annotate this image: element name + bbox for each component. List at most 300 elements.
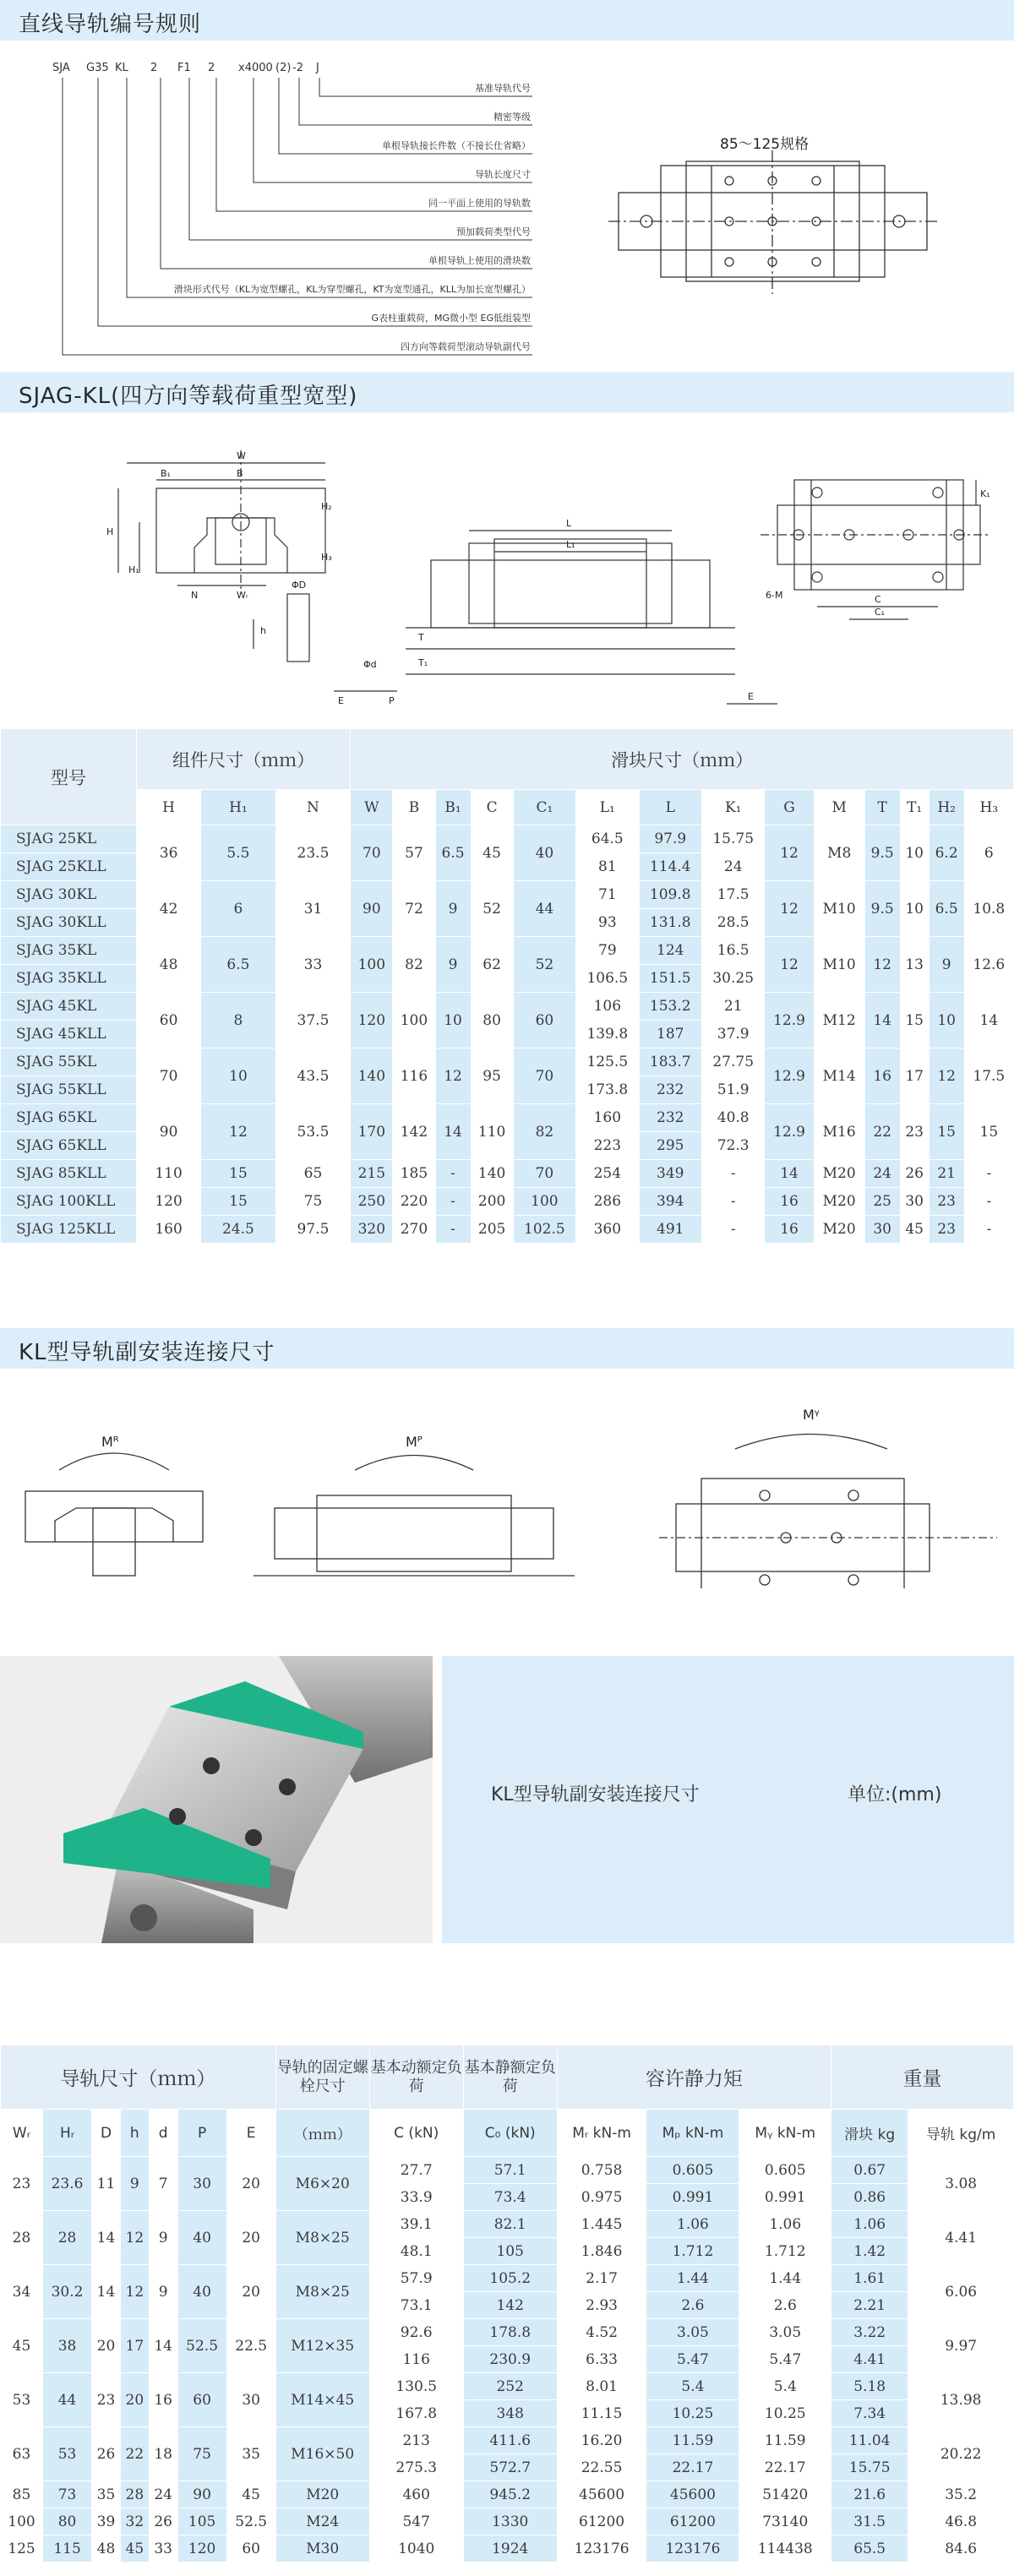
table-cell: 6 (964, 825, 1013, 881)
table-cell: 70 (513, 1160, 575, 1188)
range-label: 85～125规格 (720, 136, 810, 153)
table-cell: M6×20 (275, 2157, 369, 2211)
table-row (1, 2319, 1014, 2346)
table-cell: 547 (369, 2508, 463, 2535)
table-cell: 15 (964, 1104, 1013, 1160)
table-cell: 0.605 (739, 2157, 831, 2184)
table-cell: 37.5 (275, 993, 351, 1048)
table-cell: 9 (435, 937, 471, 993)
block-top-view-drawing (608, 150, 938, 294)
table-cell: 70 (351, 825, 393, 881)
table-cell: 16.5 (701, 937, 764, 965)
table-cell: C₀ (kN) (463, 2110, 557, 2157)
dim-B: B (237, 468, 243, 479)
table-cell: - (435, 1160, 471, 1188)
table-cell: 13.98 (908, 2373, 1014, 2427)
table-cell: 26 (900, 1160, 929, 1188)
table-cell: 57.9 (369, 2265, 463, 2292)
table-cell: 60 (513, 993, 575, 1048)
table-cell: 44 (43, 2373, 92, 2427)
table-cell: 140 (471, 1160, 513, 1188)
code-label: 单根导轨上使用的滑块数 (428, 255, 531, 266)
table-cell: 16.20 (557, 2427, 646, 2454)
table-cell: 3.08 (908, 2157, 1014, 2211)
table-cell: 52.5 (177, 2319, 226, 2373)
table-cell: 15.75 (701, 825, 764, 853)
table-cell: 40 (177, 2211, 226, 2265)
table-row (1, 2481, 1014, 2508)
table-cell: 12 (120, 2265, 149, 2319)
table-cell: H (137, 790, 201, 825)
table-cell: 35 (92, 2481, 121, 2508)
table-header-row (1, 790, 1014, 825)
table-cell: 491 (639, 1216, 701, 1244)
table-cell: 25 (864, 1188, 900, 1216)
table-cell: 53 (43, 2427, 92, 2481)
table-cell: B₁ (435, 790, 471, 825)
table-cell: M12×35 (275, 2319, 369, 2373)
table-cell: M14 (814, 1048, 864, 1104)
table-row (1, 2508, 1014, 2535)
code-part: G35 (86, 62, 109, 74)
dim-h: h (260, 625, 266, 636)
table-cell: 114438 (739, 2535, 831, 2562)
table-cell: 73 (43, 2481, 92, 2508)
table-cell: 9 (120, 2157, 149, 2211)
table-cell: 6.06 (908, 2265, 1014, 2319)
code-part: 2 (150, 62, 158, 74)
table-cell: 53.5 (275, 1104, 351, 1160)
table-cell: 4.41 (908, 2211, 1014, 2265)
table-cell: M16×50 (275, 2427, 369, 2481)
table-cell: - (964, 1188, 1013, 1216)
code-part: 2 (208, 62, 215, 74)
code-part: x4000 (238, 62, 273, 74)
table-cell: 11.59 (739, 2427, 831, 2454)
table-cell: 48 (137, 937, 201, 993)
table-row (1, 2265, 1014, 2292)
table-cell: 72.3 (701, 1132, 764, 1160)
table-cell: 11.15 (557, 2400, 646, 2427)
section-title: KL型导轨副安装连接尺寸 (19, 1340, 275, 1365)
table-cell: 6.5 (435, 825, 471, 881)
table-cell: L (639, 790, 701, 825)
table-cell: SJAG 30KLL (1, 909, 137, 937)
table-cell: E (226, 2110, 275, 2157)
table-cell: 36 (137, 825, 201, 881)
table-row (1, 937, 1014, 965)
dim-P: P (389, 695, 395, 706)
table-cell: 411.6 (463, 2427, 557, 2454)
table-cell: 120 (177, 2535, 226, 2562)
table-cell: SJAG 65KL (1, 1104, 137, 1132)
table-cell: L₁ (576, 790, 639, 825)
table-cell: 105.2 (463, 2265, 557, 2292)
code-label: 四方向等载荷型滚动导轨副代号 (401, 341, 531, 352)
table-cell: 79 (576, 937, 639, 965)
table-cell: 0.991 (739, 2184, 831, 2211)
table-cell: 17.5 (701, 881, 764, 909)
table-cell: 220 (393, 1188, 435, 1216)
table-cell: 37.9 (701, 1021, 764, 1048)
table-cell: 11 (92, 2157, 121, 2211)
table-cell: SJAG 30KL (1, 881, 137, 909)
dim-T1: T₁ (418, 657, 428, 668)
table-cell: 10 (900, 881, 929, 937)
table-cell: C (471, 790, 513, 825)
table-cell: 9 (929, 937, 964, 993)
table-cell: 61200 (557, 2508, 646, 2535)
table-cell: 100 (513, 1188, 575, 1216)
table-cell: 153.2 (639, 993, 701, 1021)
table-cell: 123176 (646, 2535, 739, 2562)
table-cell: 232 (639, 1076, 701, 1104)
table-cell: M30 (275, 2535, 369, 2562)
table-row (1, 825, 1014, 853)
table-cell: SJAG 45KL (1, 993, 137, 1021)
table-cell: M12 (814, 993, 864, 1048)
table-cell: 15.75 (831, 2454, 908, 2481)
table-cell: 33 (275, 937, 351, 993)
table-cell: SJAG 55KLL (1, 1076, 137, 1104)
table-cell: 230.9 (463, 2346, 557, 2373)
table-cell: M20 (814, 1160, 864, 1188)
table-cell: 1924 (463, 2535, 557, 2562)
table-cell: 1.445 (557, 2211, 646, 2238)
table-cell: 43.5 (275, 1048, 351, 1104)
table-cell: 45 (471, 825, 513, 881)
table-cell: 30 (900, 1188, 929, 1216)
table-cell: 44 (513, 881, 575, 937)
table-cell: 460 (369, 2481, 463, 2508)
code-label: 基准导轨代号 (475, 83, 531, 94)
table-cell: 20 (226, 2157, 275, 2211)
table-cell: 26 (92, 2427, 121, 2481)
moment-MR-label: Mᴿ (101, 1434, 119, 1450)
table-cell: 45600 (557, 2481, 646, 2508)
table-cell: 60 (177, 2373, 226, 2427)
table-cell: 51420 (739, 2481, 831, 2508)
table-cell: 24 (864, 1160, 900, 1188)
table-cell: 92.6 (369, 2319, 463, 2346)
table-cell: Wᵣ (1, 2110, 43, 2157)
table-cell: 7 (149, 2157, 177, 2211)
table-cell: 63 (1, 2427, 43, 2481)
table-cell: 73140 (739, 2508, 831, 2535)
table-cell: 394 (639, 1188, 701, 1216)
table-cell: 360 (576, 1216, 639, 1244)
table-cell: 导轨的固定螺栓尺寸 (275, 2045, 369, 2110)
table-cell: 12 (864, 937, 900, 993)
table-cell: 33.9 (369, 2184, 463, 2211)
section-header-kl-install (0, 1328, 1014, 1369)
table-cell: 1.06 (739, 2211, 831, 2238)
dim-L: L (566, 518, 572, 529)
code-part: SJA (52, 62, 70, 74)
table-cell: 40 (177, 2265, 226, 2319)
table-row (1, 2427, 1014, 2454)
table-cell: 205 (471, 1216, 513, 1244)
table-cell: SJAG 45KLL (1, 1021, 137, 1048)
table-cell: 215 (351, 1160, 393, 1188)
table-row (1, 2535, 1014, 2562)
table-cell: 45 (226, 2481, 275, 2508)
table-cell: 20 (120, 2373, 149, 2427)
table-cell: M24 (275, 2508, 369, 2535)
table-cell: 45 (900, 1216, 929, 1244)
table-cell: 17.5 (964, 1048, 1013, 1104)
code-label: G表柱重载荷，MG微小型 EG低组装型 (371, 313, 531, 324)
table-cell: 125 (1, 2535, 43, 2562)
table-cell: N (275, 790, 351, 825)
table-cell: 75 (275, 1188, 351, 1216)
table-cell: 5.47 (739, 2346, 831, 2373)
table-cell: 10.8 (964, 881, 1013, 937)
table-cell: 106.5 (576, 965, 639, 993)
table-cell: M10 (814, 881, 864, 937)
table-cell: 80 (43, 2508, 92, 2535)
table-cell: 30 (226, 2373, 275, 2427)
table-cell: 14 (435, 1104, 471, 1160)
table-cell: 20 (226, 2211, 275, 2265)
table-cell: - (435, 1216, 471, 1244)
table-cell: 97.9 (639, 825, 701, 853)
dim-B1: B₁ (161, 468, 171, 479)
table-cell: 9.5 (864, 825, 900, 881)
table-cell: SJAG 125KLL (1, 1216, 137, 1244)
table-cell: - (701, 1160, 764, 1188)
table-cell: 2.21 (831, 2292, 908, 2319)
table-cell: 6.2 (929, 825, 964, 881)
table-cell: 84.6 (908, 2535, 1014, 2562)
table-cell: 120 (351, 993, 393, 1048)
table-cell: 12.9 (765, 993, 814, 1048)
table-cell: 15 (201, 1188, 276, 1216)
table-cell: 1330 (463, 2508, 557, 2535)
table-cell: 16 (765, 1216, 814, 1244)
table-cell: 13 (900, 937, 929, 993)
table-cell: 32 (120, 2508, 149, 2535)
table-cell: 110 (471, 1104, 513, 1160)
table-cell: 30 (864, 1216, 900, 1244)
table-cell: 131.8 (639, 909, 701, 937)
table-cell: 100 (1, 2508, 43, 2535)
table-row (1, 1048, 1014, 1076)
table-cell: 17 (120, 2319, 149, 2373)
table-cell: 1.44 (646, 2265, 739, 2292)
code-part: F1 (177, 62, 191, 74)
dim-W: W (237, 450, 246, 461)
table-cell: 11.04 (831, 2427, 908, 2454)
table-cell: 82 (393, 937, 435, 993)
table-cell: - (964, 1216, 1013, 1244)
dim-E: E (338, 695, 344, 706)
table-cell: SJAG 25KLL (1, 853, 137, 881)
table-header-row (1, 2110, 1014, 2157)
table-cell: 73.1 (369, 2292, 463, 2319)
table-cell: 23 (1, 2157, 43, 2211)
table-cell: 142 (463, 2292, 557, 2319)
dim-WR: Wᵣ (237, 590, 248, 601)
table-cell: 116 (393, 1048, 435, 1104)
table-cell: 5.4 (739, 2373, 831, 2400)
numbering-code-diagram (0, 41, 1014, 363)
table-cell: M8×25 (275, 2211, 369, 2265)
table-cell: SJAG 55KL (1, 1048, 137, 1076)
table-cell: B (393, 790, 435, 825)
table-cell: 21 (929, 1160, 964, 1188)
table-row (1, 2157, 1014, 2184)
table-cell: 124 (639, 937, 701, 965)
table-cell: 10 (435, 993, 471, 1048)
table-cell: 17 (900, 1048, 929, 1104)
table-cell: 572.7 (463, 2454, 557, 2481)
table-cell: 349 (639, 1160, 701, 1188)
table-cell: 0.975 (557, 2184, 646, 2211)
table-cell: 232 (639, 1104, 701, 1132)
table-cell: SJAG 25KL (1, 825, 137, 853)
table-cell: 60 (226, 2535, 275, 2562)
table-cell: D (92, 2110, 121, 2157)
table-row (1, 1104, 1014, 1132)
table-cell: 100 (351, 937, 393, 993)
table-cell: 组件尺寸（ｍｍ） (137, 729, 351, 790)
table-cell: 213 (369, 2427, 463, 2454)
table-cell: 102.5 (513, 1216, 575, 1244)
table-cell: H₁ (201, 790, 276, 825)
panel-title: KL型导轨副安装连接尺寸 (491, 1784, 700, 1805)
table-cell: 15 (201, 1160, 276, 1188)
table-cell: 滑块 kg (831, 2110, 908, 2157)
table-cell: 23.5 (275, 825, 351, 881)
table-cell: M20 (814, 1216, 864, 1244)
table-cell: 34 (1, 2265, 43, 2319)
product-photo (0, 1656, 433, 1943)
table-cell: T (864, 790, 900, 825)
table-cell: Mᵣ kN-m (557, 2110, 646, 2157)
table-cell: 286 (576, 1188, 639, 1216)
table-cell: 93 (576, 909, 639, 937)
table-cell: H₂ (929, 790, 964, 825)
table-cell: 6.5 (201, 937, 276, 993)
table-cell: 14 (92, 2265, 121, 2319)
table-cell: 4.41 (831, 2346, 908, 2373)
table-cell: 945.2 (463, 2481, 557, 2508)
table-cell: 35 (226, 2427, 275, 2481)
table-cell: 8.01 (557, 2373, 646, 2400)
table-cell: 重量 (831, 2045, 1014, 2110)
table-cell: 31 (275, 881, 351, 937)
table-cell: 53 (1, 2373, 43, 2427)
table-cell: 116 (369, 2346, 463, 2373)
table-cell: 140 (351, 1048, 393, 1104)
table-cell: 1.06 (831, 2211, 908, 2238)
table-cell: 52 (513, 937, 575, 993)
table-cell: 85 (1, 2481, 43, 2508)
table-cell: C (kN) (369, 2110, 463, 2157)
table-row (1, 993, 1014, 1021)
dim-K1: K₁ (980, 488, 990, 499)
table-cell: 3.22 (831, 2319, 908, 2346)
table-cell: 15 (900, 993, 929, 1048)
table-cell: 2.6 (739, 2292, 831, 2319)
table-cell: 185 (393, 1160, 435, 1188)
table-cell: 14 (964, 993, 1013, 1048)
table-cell: 160 (137, 1216, 201, 1244)
table-cell: 61200 (646, 2508, 739, 2535)
table-cell: 9 (435, 881, 471, 937)
table-cell: 8 (201, 993, 276, 1048)
dim-N: N (191, 590, 199, 601)
code-label: 导轨长度尺寸 (475, 169, 531, 180)
table-cell: 0.67 (831, 2157, 908, 2184)
table-cell: 1.61 (831, 2265, 908, 2292)
table-cell: 12 (201, 1104, 276, 1160)
table-cell: 139.8 (576, 1021, 639, 1048)
table-cell: 0.991 (646, 2184, 739, 2211)
table-cell: 167.8 (369, 2400, 463, 2427)
table-cell: 35.2 (908, 2481, 1014, 2508)
table-cell: M20 (814, 1188, 864, 1216)
table-cell: 42 (137, 881, 201, 937)
table-cell: 46.8 (908, 2508, 1014, 2535)
table-cell: 26 (149, 2508, 177, 2535)
section-header-sjag-kl (0, 372, 1014, 412)
code-part: KL (115, 62, 128, 74)
table-cell: 105 (463, 2238, 557, 2265)
table-cell: 基本动额定负荷 (369, 2045, 463, 2110)
code-label: 预加载荷类型代号 (456, 226, 531, 237)
table-cell: 45 (1, 2319, 43, 2373)
table-cell: H₃ (964, 790, 1013, 825)
table-cell: 71 (576, 881, 639, 909)
table-cell: 10 (929, 993, 964, 1048)
table-cell: 30.25 (701, 965, 764, 993)
table-cell: 21.6 (831, 2481, 908, 2508)
table-cell: 12 (120, 2211, 149, 2265)
install-info-panel (442, 1656, 1014, 1943)
table-cell: 7.34 (831, 2400, 908, 2427)
table-cell: 2.93 (557, 2292, 646, 2319)
table-cell: 6.5 (929, 881, 964, 937)
table-cell: 38 (43, 2319, 92, 2373)
table-cell: 75 (177, 2427, 226, 2481)
section-header-numbering (0, 0, 1014, 41)
table-cell: 9 (149, 2265, 177, 2319)
table-cell: 型号 (1, 729, 137, 825)
section-title: 直线导轨编号规则 (19, 12, 202, 37)
table-cell: 导轨尺寸（ｍｍ） (1, 2045, 276, 2110)
table-cell: 导轨 kg/m (908, 2110, 1014, 2157)
table-cell: 97.5 (275, 1216, 351, 1244)
table-cell: M14×45 (275, 2373, 369, 2427)
table-cell: 295 (639, 1132, 701, 1160)
dim-H: H (106, 526, 114, 537)
table-cell: 200 (471, 1188, 513, 1216)
table-cell: 22.5 (226, 2319, 275, 2373)
table-cell: 5.47 (646, 2346, 739, 2373)
table-cell: 170 (351, 1104, 393, 1160)
table-cell: 12 (929, 1048, 964, 1104)
table-cell: 5.5 (201, 825, 276, 881)
table-row (1, 1160, 1014, 1188)
table-cell: M20 (275, 2481, 369, 2508)
table-cell: SJAG 100KLL (1, 1188, 137, 1216)
table-cell: M (814, 790, 864, 825)
table-cell: 30 (177, 2157, 226, 2211)
table-cell: - (435, 1188, 471, 1216)
table-cell: 31.5 (831, 2508, 908, 2535)
